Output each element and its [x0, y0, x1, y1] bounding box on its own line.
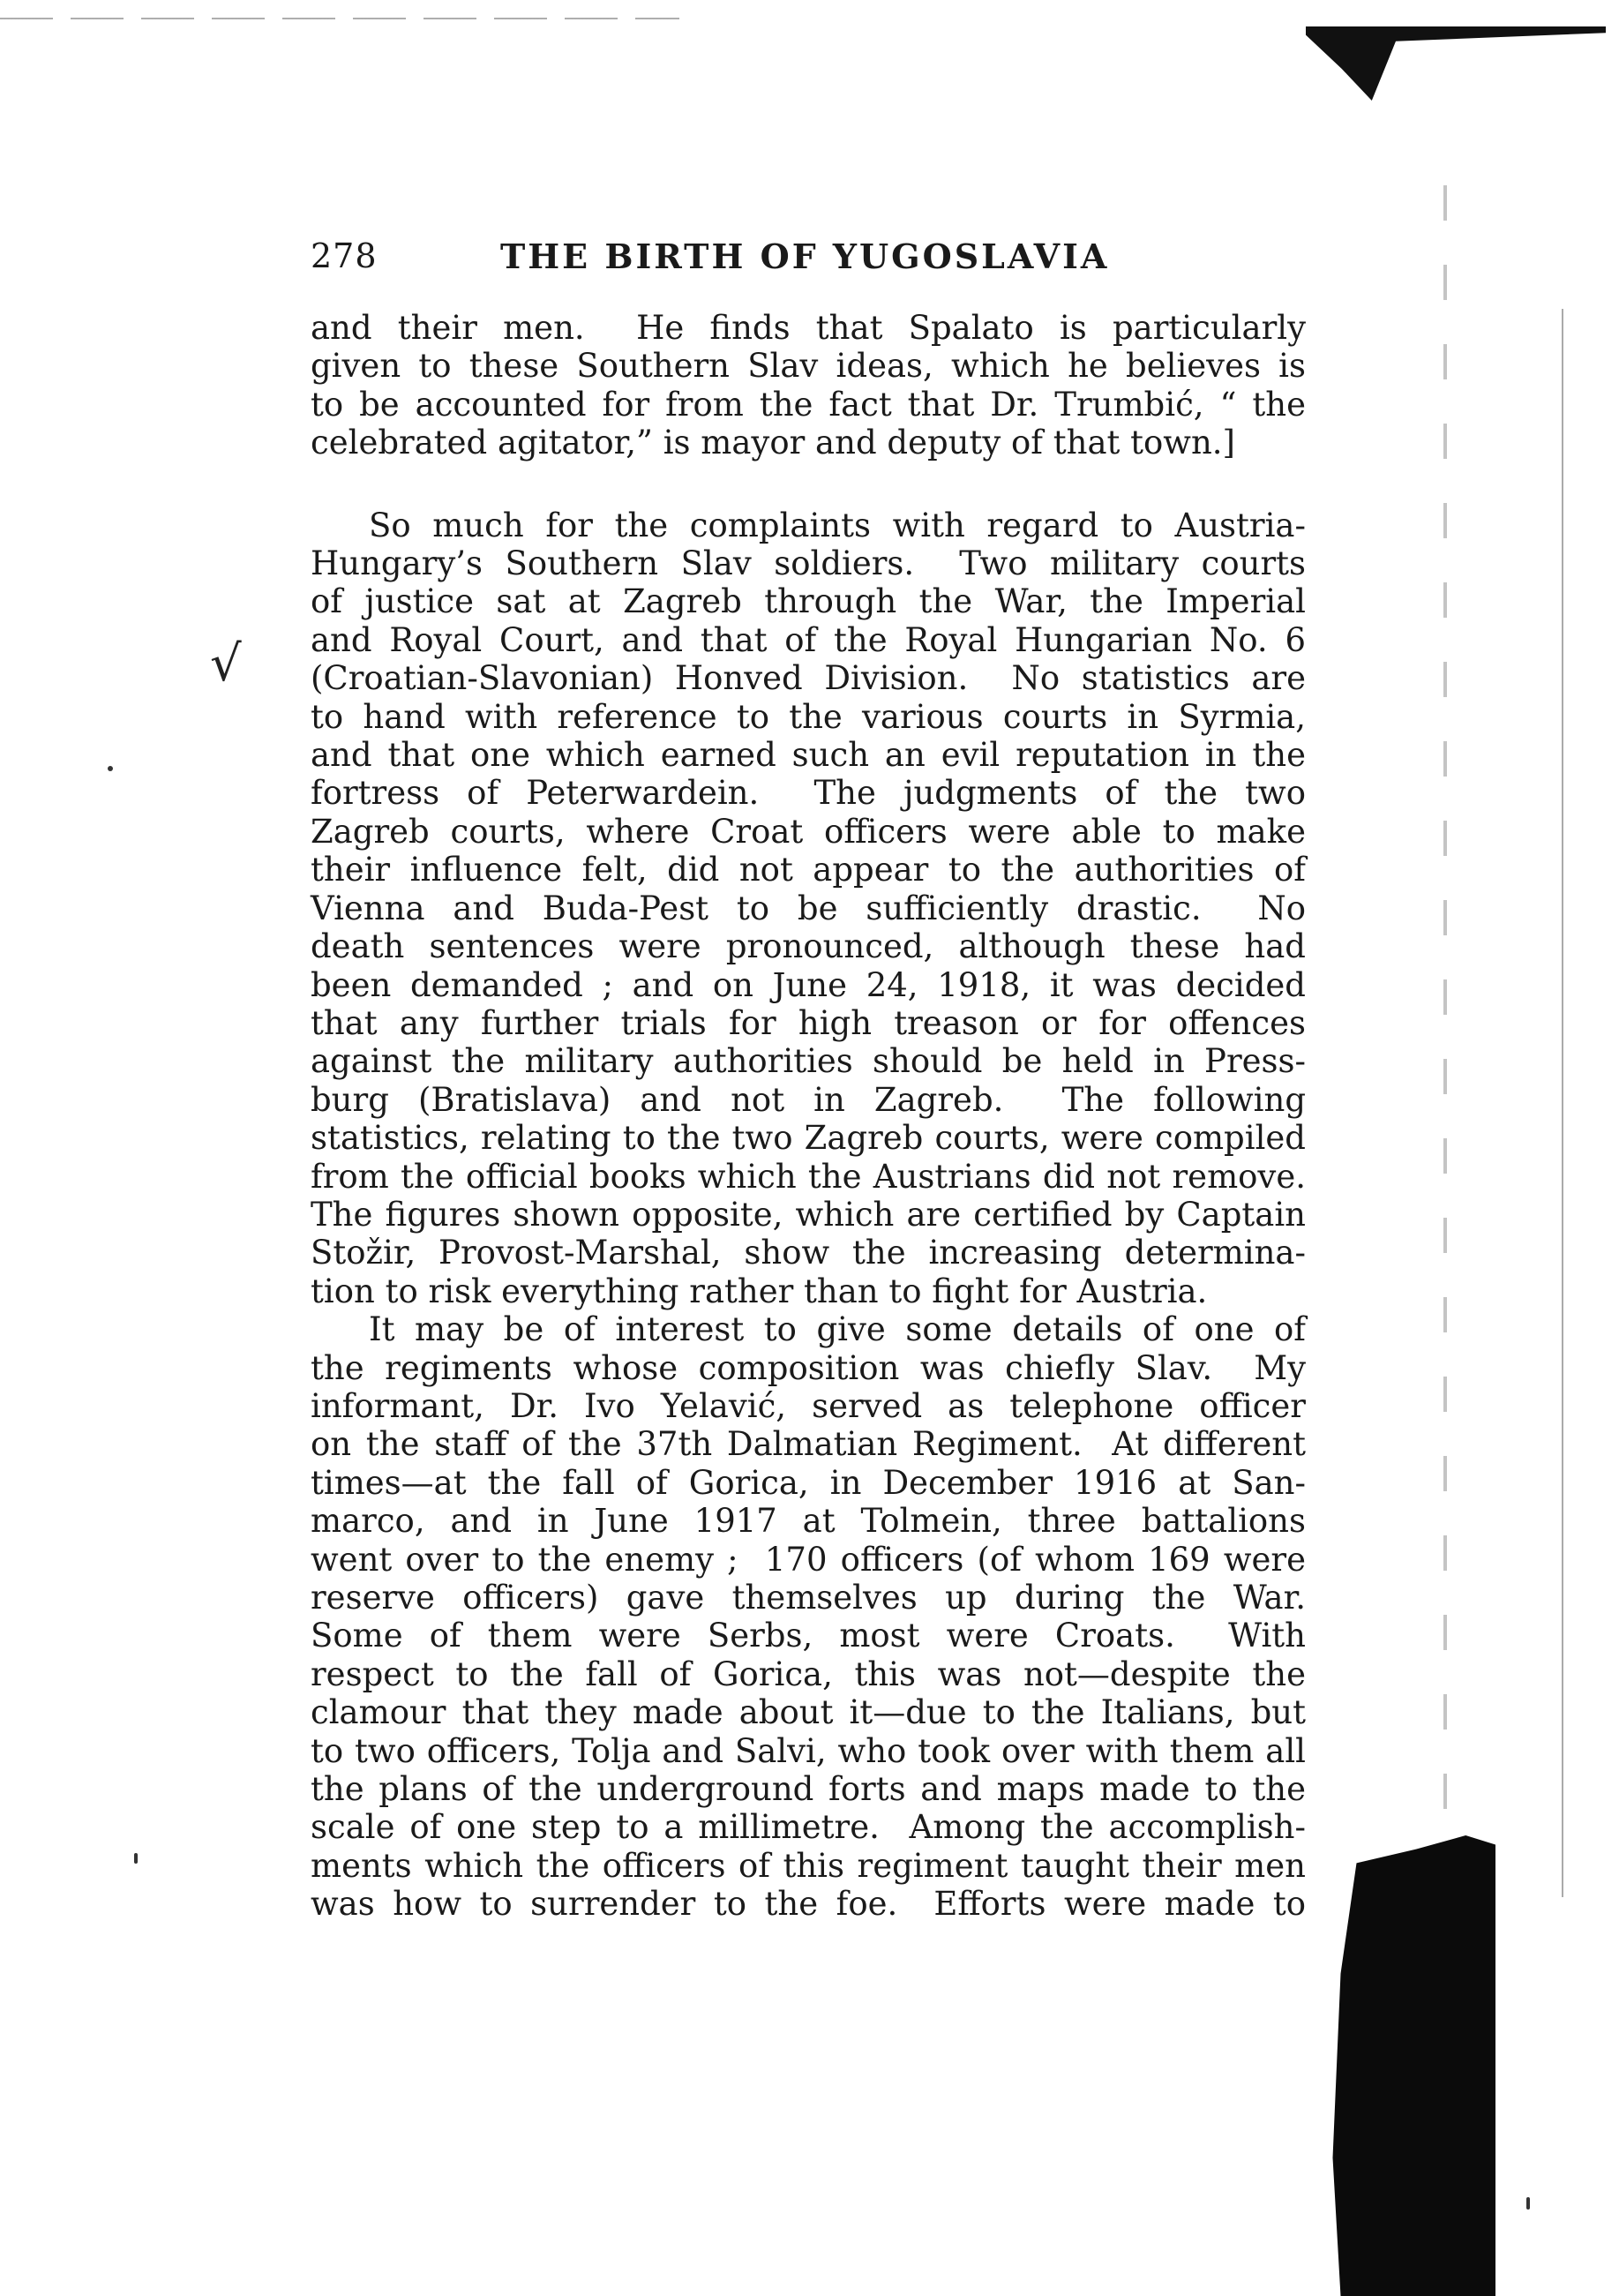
text-line: given to these Southern Slav ideas, which he believes is [311, 347, 1306, 386]
text-line: been demanded ; and on June 24, 1918, it was decided [311, 965, 1306, 1004]
scan-artifact-dark-shadow [1297, 1835, 1495, 2296]
scan-artifact-dark-corner [1306, 26, 1606, 132]
text-line: from the official books which the Austrians did not remove. [311, 1157, 1306, 1196]
scan-artifact-edge-line [1562, 309, 1563, 1897]
text-line: reserve officers) gave themselves up during the War. [311, 1579, 1306, 1617]
scan-speck [108, 766, 113, 771]
text-line: scale of one step to a millimetre. Among the accomplish- [311, 1808, 1306, 1847]
text-line: went over to the enemy ; 170 officers (of whom 169 were [311, 1540, 1306, 1579]
page-number: 278 [311, 236, 378, 275]
text-line: Hungary’s Southern Slav soldiers. Two military courts [311, 544, 1306, 583]
text-line: to hand with reference to the various courts in Syrmia, [311, 697, 1306, 736]
text-line: celebrated agitator,” is mayor and deputy of that town.] [311, 424, 1235, 462]
text-line: to be accounted for from the fact that Dr. Trumbić, “ the [311, 385, 1306, 424]
scan-artifact-top-rule [0, 18, 679, 19]
text-line: and their men. He finds that Spalato is particularly [311, 309, 1306, 347]
margin-check-mark: √ [210, 635, 242, 693]
text-line: marco, and in June 1917 at Tolmein, three battalions [311, 1502, 1306, 1541]
text-line: statistics, relating to the two Zagreb courts, were compiled [311, 1119, 1306, 1158]
text-line: Some of them were Serbs, most were Croats. With [311, 1617, 1306, 1655]
body-text [311, 309, 1306, 1924]
text-line: (Croatian-Slavonian) Honved Division. No statistics are [311, 659, 1306, 698]
text-line: respect to the fall of Gorica, this was not—despite the [311, 1654, 1306, 1693]
text-line: of justice sat at Zagreb through the War, the Imperial [311, 582, 1306, 621]
text-line: and that one which earned such an evil reputation in the [311, 736, 1306, 775]
scan-speck [134, 1853, 138, 1864]
scan-artifact-gutter [1443, 185, 1447, 1862]
text-line: fortress of Peterwardein. The judgments of the two [311, 774, 1306, 813]
running-header [311, 236, 1308, 289]
running-title: THE BIRTH OF YUGOSLAVIA [500, 236, 1110, 276]
paragraph-3 [311, 1310, 1306, 1924]
text-line: and Royal Court, and that of the Royal Hungarian No. 6 [311, 620, 1306, 659]
text-line: burg (Bratislava) and not in Zagreb. The following [311, 1080, 1306, 1119]
text-line: on the staff of the 37th Dalmatian Regiment. At different [311, 1425, 1306, 1464]
text-line: clamour that they made about it—due to the Italians, but [311, 1693, 1306, 1732]
text-line: death sentences were pronounced, although these had [311, 927, 1306, 966]
text-line: The figures shown opposite, which are certified by Captain [311, 1195, 1306, 1234]
text-line: against the military authorities should be held in Press- [311, 1042, 1306, 1081]
text-line: times—at the fall of Gorica, in December 1916 at San- [311, 1463, 1306, 1502]
text-line: ments which the officers of this regiment taught their men [311, 1846, 1306, 1885]
text-line: Stožir, Provost-Marshal, show the increasing determina- [311, 1234, 1306, 1272]
text-line: the regiments whose composition was chiefly Slav. My [311, 1348, 1306, 1387]
text-line: It may be of interest to give some details of one of [369, 1310, 1306, 1349]
text-line: informant, Dr. Ivo Yelavić, served as telephone officer [311, 1386, 1306, 1425]
text-line: tion to risk everything rather than to fight for Austria. [311, 1272, 1208, 1310]
text-line: So much for the complaints with regard to Austria- [369, 506, 1306, 544]
text-line: their influence felt, did not appear to the authorities of [311, 851, 1306, 889]
text-line: to two officers, Tolja and Salvi, who took over with them all [311, 1731, 1306, 1770]
text-line: was how to surrender to the foe. Efforts were made to [311, 1885, 1306, 1924]
paragraph-1 [311, 309, 1306, 462]
text-line: that any further trials for high treason or for offences [311, 1003, 1306, 1042]
text-line: Zagreb courts, where Croat officers were able to make [311, 812, 1306, 851]
paragraph-2 [311, 506, 1306, 1311]
scan-speck [1526, 2197, 1530, 2210]
text-line: Vienna and Buda-Pest to be sufficiently drastic. No [311, 889, 1306, 927]
text-line: the plans of the underground forts and maps made to the [311, 1770, 1306, 1809]
